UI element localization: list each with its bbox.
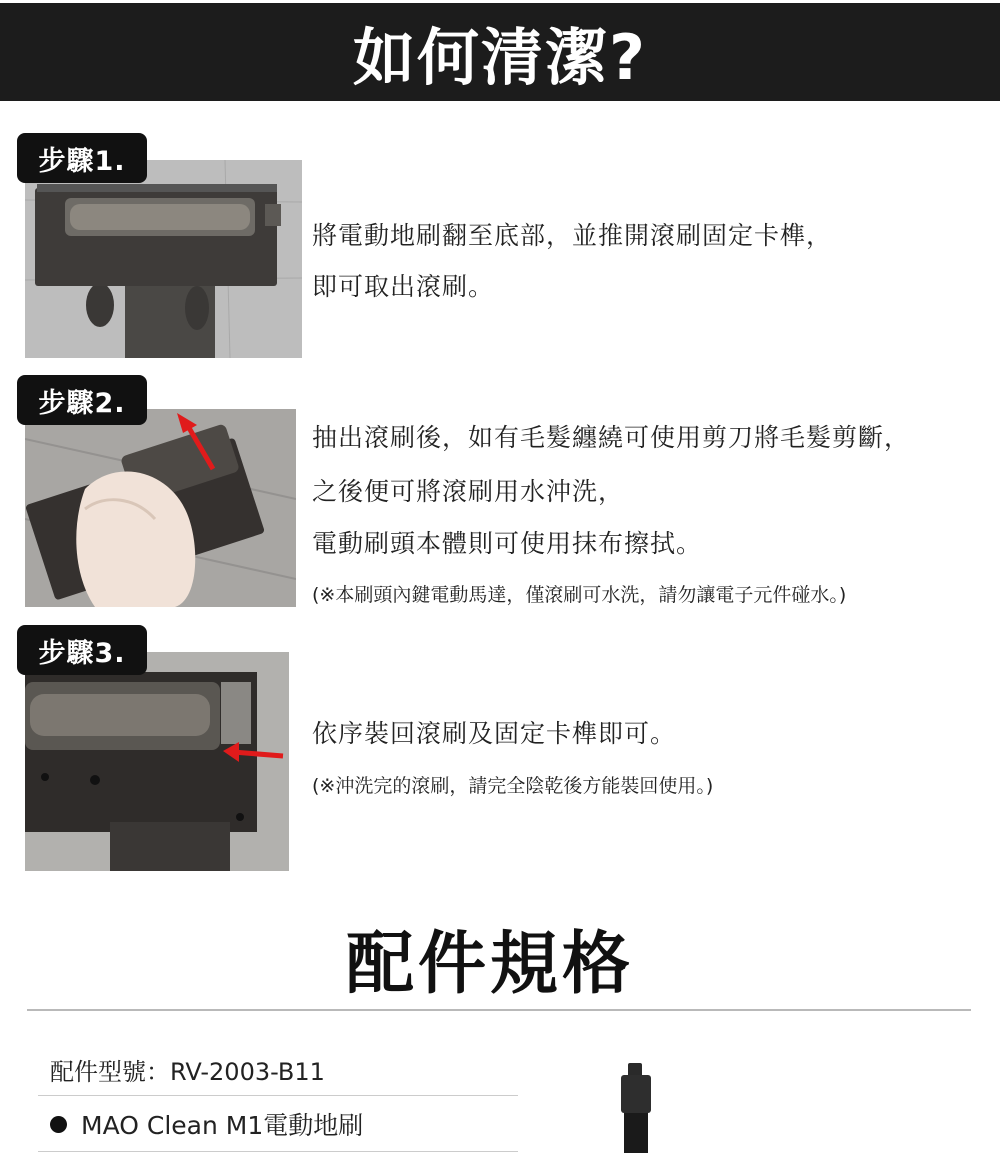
page-title: 如何清潔? — [353, 20, 647, 94]
step-3-line-1: 依序裝回滾刷及固定卡榫即可。 — [312, 719, 677, 748]
step-2-note: (※本刷頭內鍵電動馬達，僅滾刷可水洗，請勿讓電子元件碰水。) — [312, 584, 847, 606]
spec-divider — [27, 1009, 971, 1011]
step-3-label: 步驟3. — [17, 625, 147, 675]
product-image — [616, 1063, 656, 1153]
step-1-line-1: 將電動地刷翻至底部，並推開滾刷固定卡榫， — [312, 221, 833, 250]
step-1-photo — [25, 160, 302, 358]
spec-title: 配件規格 — [345, 925, 634, 1004]
spec-row-divider-bottom — [38, 1151, 518, 1152]
spec-item — [50, 1106, 363, 1142]
spec-model-number: 配件型號：RV-2003-B11 — [50, 1058, 325, 1086]
bullet-dot-icon — [50, 1116, 67, 1133]
spec-item-label: MAO Clean M1電動地刷 — [81, 1111, 364, 1140]
step-2-line-2: 之後便可將滾刷用水沖洗， — [312, 477, 625, 506]
step-2-label: 步驟2. — [17, 375, 147, 425]
page-header — [0, 3, 1000, 101]
step-2-line-3: 電動刷頭本體則可使用抹布擦拭。 — [312, 529, 703, 558]
step-2-line-1: 抽出滾刷後，如有毛髮纏繞可使用剪刀將毛髮剪斷， — [312, 423, 911, 452]
step-1-line-2: 即可取出滾刷。 — [312, 272, 495, 301]
step-2-photo — [25, 409, 296, 607]
step-3-photo — [25, 652, 289, 871]
spec-row-divider — [38, 1095, 518, 1096]
step-1-label: 步驟1. — [17, 133, 147, 183]
step-3-note: (※沖洗完的滾刷，請完全陰乾後方能裝回使用。) — [312, 775, 714, 797]
